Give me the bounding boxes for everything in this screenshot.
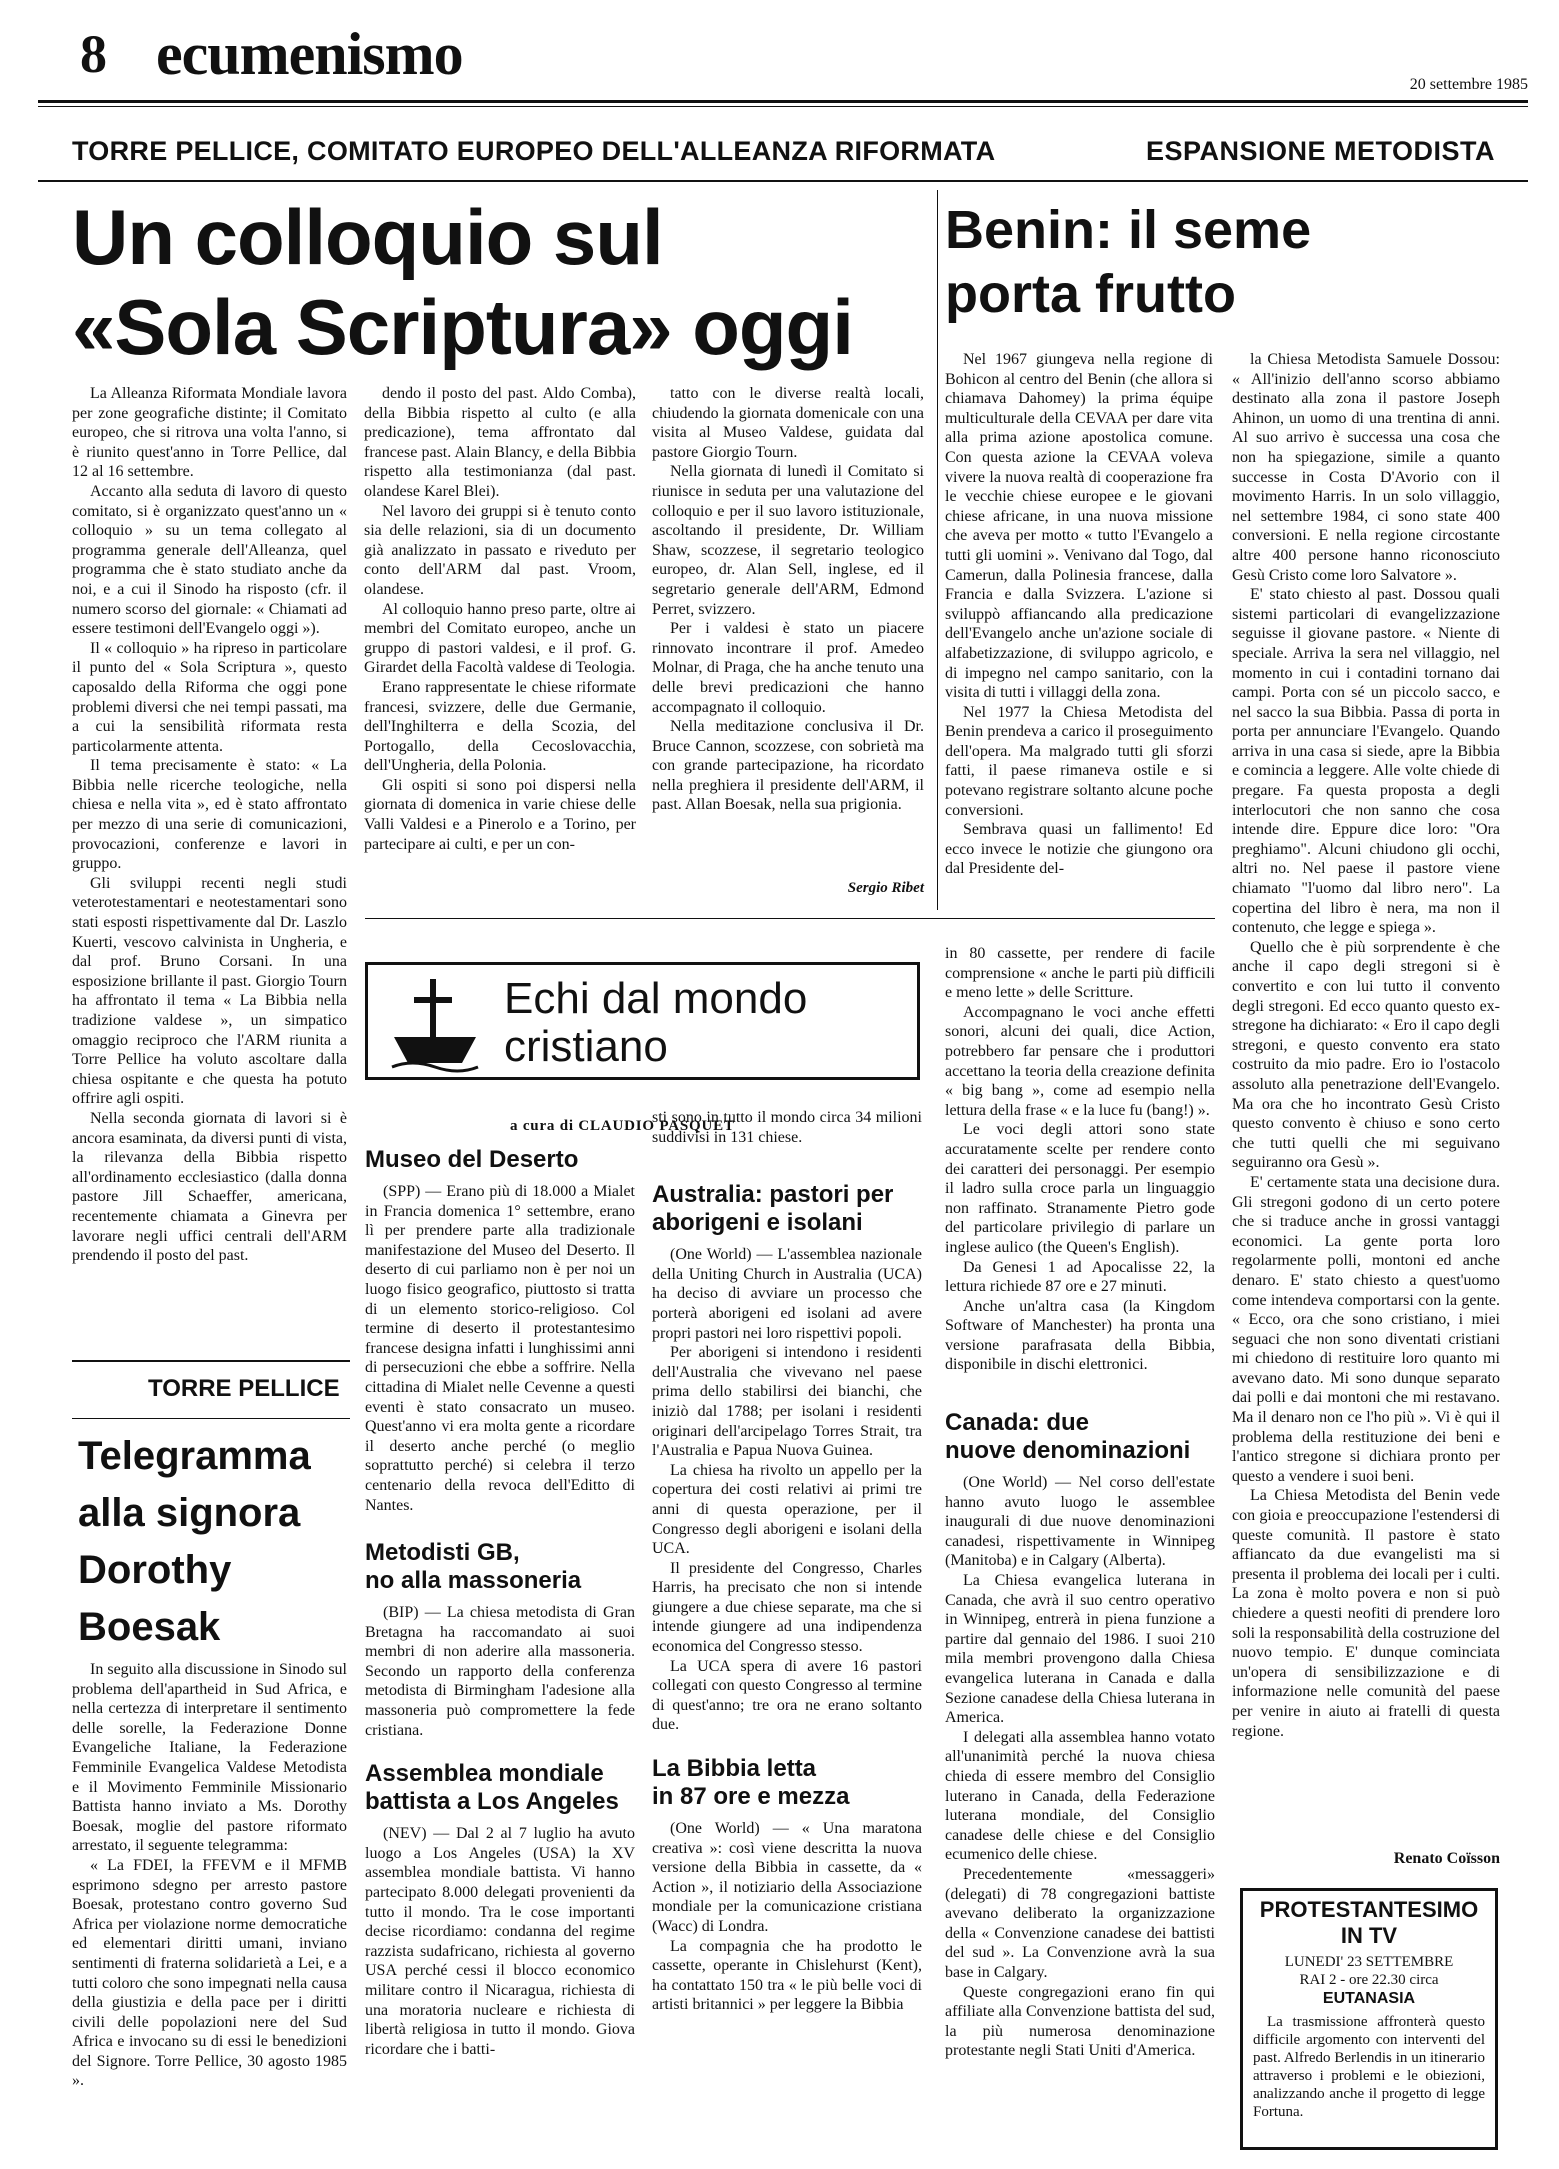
colloquio-column-2: dendo il posto del past. Aldo Comba), della Bibbia rispetto al culto (e alla predicazione), tema affrontato dal francese past. Alain Blancy, e della Bibbia rispetto alla testimonianza (dal past. olandese Karel Blei). Nel lavoro dei gruppi si è tenuto conto sia delle relazioni, sia di un documento già analizzato in passato e riveduto per conto dell'ARM dal past. Vroom, olandese. Al colloquio hanno preso parte, oltre ai membri del Comitato europeo, anche un gruppo di pastori valdesi, e il prof. G. Girardet della Facoltà valdese di Teologia. Erano rappresentate le chiese riformate francesi, svizzere, delle due Germanie, dell'Inghilterra e della Scozia, del Portogallo, della Cecoslovacchia, dell'Ungheria, della Polonia. Gli ospiti si sono poi dispersi nella giornata di domenica in varie chiese delle Valli Valdesi e a Pinerolo e a Torino, per partecipare ai culti, e per un con-	[364, 385, 636, 853]
metodisti-title: Metodisti GB, no alla massoneria	[365, 1539, 582, 1595]
colloquio-headline-1: Un colloquio sul	[72, 193, 663, 281]
kicker-left: TORRE PELLICE, COMITATO EUROPEO DELL'ALLEANZA RIFORMATA	[72, 136, 996, 166]
echi-column-2: sti sono in tutto il mondo circa 34 milioni suddivisi in 131 chiese. Australia: pastori per aborigeni e isolani (One World) — L'assemblea nazionale della Uniting Church in Australia (UCA) ha deciso di avviare un processo che porterà aborigeni ed isolani ad avere propri pastori nei loro rispettivi popoli. Per aborigeni si intendono i residenti dell'Australia che vivevano nel paese prima dello stabilirsi dei bianchi, che iniziò dal 1788; per isolani i residenti originari dell'arcipelago Torres Strait, tra l'Australia e Papua Nuova Guinea. La chiesa ha rivolto un appello per la copertura dei costi relativi ai primi tre anni di questa operazione, per il Congresso degli aborigeni e isolani della UCA. Il presidente del Congresso, Charles Harris, ha precisato che non si intende giungere a due chiese separate, ma che si intende giungere ad una indipendenza economica del Congresso stesso. La UCA spera di avere 16 pastori collegati con questo Congresso al termine di quest'anno; tre ora ne erano soltanto due. La Bibbia letta in 87 ore e mezza (One World) — « Una maratona creativa »: così viene descritta la nuova versione della Bibbia in cassette, da « Action », il notiziario della Associazione mondiale per la comunicazione cristiana (Wacc) di Londra. La compagnia che ha prodotto le cassette, operante in Chislehurst (Kent), ha contattato 150 tra « le più belle voci di artisti britannici » per leggere la Bibbia	[652, 1109, 922, 2014]
tv-title-2: IN TV	[1340, 1923, 1398, 1948]
tv-channel: RAI 2 - ore 22.30 circa	[1299, 1972, 1439, 1988]
echi-top-rule	[365, 918, 1215, 919]
benin-headline-1: Benin: il seme	[945, 200, 1312, 260]
echi-title-1: Echi dal mondo	[504, 974, 808, 1023]
tv-box	[1240, 1888, 1498, 2150]
benin-headline-2: porta frutto	[945, 264, 1236, 324]
telegramma-headline: Telegramma alla signora Dorothy Boesak	[78, 1434, 311, 1649]
echi-title-2: cristiano	[504, 1022, 668, 1071]
benin-column-1: Nel 1967 giungeva nella regione di Bohicon al centro del Benin (che allora si chiamava Dahomey) la prima équipe multiculturale della CEVAA per dare vita alla prima azione apostolica comune. Con questa azione la CEVAA voleva vivere la nuova realtà di cooperazione fra le vecchie chiese europee e le giovani chiese africane, in una nuova missione che aveva per motto « tutto l'Evangelo a tutti gli uomini ». Venivano dal Togo, dal Camerun, dalla Polinesia francese, dalla Francia e dalla Svizzera. L'azione si sviluppò affiancando alla predicazione dell'Evangelo anche un'azione sociale di alfabetizzazione, di sviluppo agricolo, e di impegno nel campo sanitario, con la visita di tutti i villaggi della zona. Nel 1977 la Chiesa Metodista del Benin prendeva a carico il proseguimento dell'opera. Ma malgrado tutti gli sforzi fatti, il paese rimaneva ostile e si potevano registrare soltanto alcune poche conversioni. Sembrava quasi un fallimento! Ed ecco invece le notizie che giungono ora dal Presidente del-	[945, 351, 1213, 878]
tv-title-1: PROTESTANTESIMO	[1259, 1897, 1479, 1922]
masthead-rule-thin	[38, 106, 1528, 107]
tv-when: LUNEDI' 23 SETTEMBRE	[1284, 1954, 1454, 1970]
benin-column-2: la Chiesa Metodista Samuele Dossou: « All'inizio dell'anno scorso abbiamo destinato alla zona il pastore Joseph Ahinon, un uomo di una trentina di anni. Al suo arrivo è successa una cosa che non ha spiegazione, simile a quanto successe in Costa D'Avorio con il movimento Harris. In un solo villaggio, nel settembre 1984, ci sono state 400 conversioni. E nella regione circostante altre 400 persone hanno riconosciuto Gesù Cristo come loro Salvatore ». E' stato chiesto al past. Dossou quali sistemi particolari di evangelizzazione seguisse il giovane pastore. « Niente di speciale. Arriva la sera nel villaggio, nel momento in cui i contadini tornano dai campi. Porta con sé un piccolo sacco, e nel sacco la sua Bibbia. Passa di porta in porta per annunciare l'Evangelo. Quando arriva in una casa si siede, apre la Bibbia e comincia a leggere. Alle volte chiede di pregare. Fa questa proposta a degli interlocutori che non sanno che cosa intende dire. Eppure dice loro: "Ora preghiamo". Alcuni chiudono gli occhi, altri no. Nel paese il pastore viene chiamato "l'uomo dal libro nero". La copertina del libro è nera, ma non il contenuto, che legge e spiega ». Quello che è più sorprendente è che anche il capo degli stregoni si è convertito e con lui tutto il convento degli stregoni. Ed ecco quanto questo ex-stregone ha dichiarato: « Ero il capo degli stregoni, e questo convento era stato costruito da mio padre. Ero io l'ostacolo assoluto alla penetrazione dell'Evangelo. Ma ora che ho incontrato Gesù Cristo questo convento è chiuso e sono certo che tutti quelli che mi seguivano seguiranno ora Gesù ». E' certamente stata una decisione dura. Gli stregoni godono di un certo potere che si traduce anche in grossi vantaggi economici. La gente porta loro regolarmente polli, montoni ed anche denaro. E' stato chiesto a quest'uomo come intendeva comportarsi con la gente. « Ecco, ora che sono cristiano, i miei seguaci che non sono diventati cristiani mi chiedono di restituire loro quanto mi avevano dato. Mi sono dunque separato dai polli e dai montoni che mi restavano. Ma il denaro non ce l'ho più ». Vi è qui il problema della restituzione dei beni e l'antico stregone si dichiara pronto per questo a vendere i suoi beni. La Chiesa Metodista del Benin vede con gioia e preoccupazione l'estendersi di queste comunità. Il pastore è stato affiancato da due evangelisti ma si presenta il problema dei locali per i culti. La zona è molto povera e non si può chiedere a questi neofiti di prendere loro soli la responsabilità della costruzione del nuovo tempio. E' dunque cominciata un'opera di sensibilizzazione e di informazione nelle comunità del paese per venire in aiuto ai fratelli di questa regione.	[1232, 351, 1500, 1740]
canada-title: Canada: due nuove denominazioni	[945, 1409, 1191, 1465]
colloquio-column-1: La Alleanza Riformata Mondiale lavora per zone geografiche distinte; il Comitato europeo, che si ritrova una volta l'anno, si è riunito quest'anno in Torre Pellice, dal 12 al 16 settembre. Accanto alla seduta di lavoro di questo comitato, si è organizzato quest'anno un « colloquio » su un tema collegato al programma generale dell'Alleanza, quel programma che è stato studiato anche da noi, e a cui il Sinodo ha risposto (cfr. il numero scorso del giornale: « Chiamati ad essere testimoni dell'Evangelo oggi »). Il « colloquio » ha ripreso in particolare il punto del « Sola Scriptura », questo caposaldo della Riforma che oggi pone problemi diversi che nei tempi passati, ma a cui la sensibilità riformata resta particolarmente attenta. Il tema precisamente è stato: « La Bibbia nelle ricerche teologiche, nella chiesa e nella vita », ed è stato affrontato per mezzo di una serie di comunicazioni, provocazioni, conferenze e lavori in gruppo. Gli sviluppi recenti negli studi veterotestamentari e neotestamentari sono stati esposti rispettivamente dal Dr. Laszlo Kuerti, vescovo calvinista in Ungheria, e dal prof. Bruno Corsani. In una esposizione brillante il past. Giorgio Tourn ha affrontato il tema « La Bibbia nella tradizione valdese », un simpatico omaggio reciproco che l'ARM riunita a Torre Pellice ha voluto ascoltare dalla chiesa ospitante e che questa ha potuto offrire agli ospiti. Nella seconda giornata di lavori si è ancora esaminata, da diversi punti di vista, la rilevanza della Bibbia rispetto all'ordinamento ecclesiastico (dalla donna pastore Jill Schaeffer, americana, recentemente chiamata a Ginevra per lavorare negli uffici centrali dell'ARM prendendo il posto del past.	[72, 385, 347, 1265]
benin-signature: Renato Coïsson	[1393, 1850, 1500, 1867]
colloquio-signature: Sergio Ribet	[847, 880, 924, 896]
bibbia-title: La Bibbia letta in 87 ore e mezza	[652, 1755, 850, 1811]
page-number: 8	[80, 24, 107, 84]
issue-date: 20 settembre 1985	[1409, 76, 1528, 93]
tv-body: La trasmissione affronterà questo difficile argomento con interventi del past. Alfredo Berlendis in un itinerario attraverso i problemi e le obiezioni, analizzando anche il progetto di legge Fortuna.	[1253, 2014, 1485, 2120]
torre-kicker: TORRE PELLICE	[148, 1375, 340, 1402]
assemblea-title: Assemblea mondiale battista a Los Angeles	[365, 1760, 619, 1816]
echi-byline: a cura di CLAUDIO PASQUET	[510, 1118, 735, 1134]
section-title: ecumenismo	[156, 21, 463, 87]
telegramma-body: In seguito alla discussione in Sinodo sul problema dell'apartheid in Sud Africa, e nella certezza di interpretare il sentimento delle sorelle, la Federazione Donne Evangeliche Italiane, la Federazione Femminile Evangelica Valdese Metodista e il Movimento Femminile Missionario Battista hanno inviato a Ms. Dorothy Boesak, moglie del pastore riformato arrestato, il seguente telegramma: « La FDEI, la FFEVM e il MFMB esprimono sdegno per arresto pastore Boesak, protestano contro governo Sud Africa per violazione norme democratiche ed elementari diritti umani, inviano sentimenti di fraterna solidarietà a Lei, e a tutti coloro che sono impegnati nella causa della giustizia e della pace per i diritti civili delle popolazioni nere del Sud Africa e invocano su di essi le benedizioni del Signore. Torre Pellice, 30 agosto 1985 ».	[72, 1661, 347, 2090]
torre-mid-rule	[72, 1418, 350, 1419]
museo-title: Museo del Deserto	[365, 1146, 579, 1173]
ship-cross-icon	[390, 975, 480, 1070]
echi-column-3: in 80 cassette, per rendere di facile comprensione « anche le parti più difficili e meno lette » delle Scritture. Accompagnano le voci anche effetti sonori, alcuni dei quali, dice Action, potrebbero far pensare che i produttori accettano la teoria della creazione definita « big bang », come ad esempio nella lettura della frase « e la luce fu (bang!) ». Le voci degli attori sono state accuratamente scelte per rendere conto dei caratteri dei personaggi. Per esempio il ladro sulla croce parla un linguaggio non raffinato. Stranamente Pietro gode del particolare privilegio di parlare un inglese aulico (the Queen's English). Da Genesi 1 ad Apocalisse 22, la lettura richiede 87 ore e 27 minuti. Anche un'altra casa (la Kingdom Software of Manchester) ha pronta una versione parafrasata della Bibbia, disponibile in dischi elettronici. Canada: due nuove denominazioni (One World) — Nel corso dell'estate hanno avuto luogo le assemblee inaugurali di due nuove denominazioni canadesi, rispettivamente in Winnipeg (Manitoba) e in Calgary (Alberta). La Chiesa evangelica luterana in Canada, che avrà il suo centro operativo in Winnipeg, entrerà in piena funzione a partire dal gennaio del 1986. I suoi 210 mila membri provengono dalla Chiesa evangelica luterana in Canada e dalla Sezione canadese della Chiesa luterana in America. I delegati alla assemblea hanno votato all'unanimità perché la nuova chiesa chieda di essere membro del Consiglio luterano in Canada, della Federazione luterana mondiale, del Consiglio canadese delle chiese e del Consiglio ecumenico delle chiese. Precedentemente «messaggeri» (delegati) di 78 congregazioni battiste avevano deliberato la organizzazione della « Convenzione canadese dei battisti del sud ». La Convenzione avrà la sua base in Calgary. Queste congregazioni erano fin qui affiliate alla Convenzione battista del sud, la più numerosa denominazione protestante negli Stati Uniti d'America.	[945, 945, 1215, 2060]
tv-program: EUTANASIA	[1322, 1990, 1416, 2007]
colloquio-column-3: tatto con le diverse realtà locali, chiudendo la giornata domenicale con una visita al Museo Valdese, guidata dal pastore Giorgio Tourn. Nella giornata di lunedì il Comitato si riunisce in seduta per una valutazione del colloquio e per il suo lavoro istituzionale, ascoltando il presidente, Dr. William Shaw, scozzese, il segretario teologico europeo, dr. Alan Sell, inglese, ed il segretario generale dell'ARM, Edmond Perret, svizzero. Per i valdesi è stato un piacere rinnovato incontrare il prof. Amedeo Molnar, di Praga, che ha anche tenuto una delle brevi predicazioni che hanno accompagnato il colloquio. Nella meditazione conclusiva il Dr. Bruce Cannon, scozzese, con sobrietà ma con grande partecipazione, ha ricordato nella preghiera il presidente dell'ARM, il past. Allan Boesak, nella sua prigionia.	[652, 385, 924, 814]
echi-title-box	[365, 962, 920, 1080]
masthead-rule	[38, 100, 1528, 103]
echi-column-1: Museo del Deserto (SPP) — Erano più di 18.000 a Mialet in Francia domenica 1° settembre, erano lì per prendere parte alla tradizionale manifestazione del Museo del Deserto. Il deserto di cui parliamo non è per noi un luogo fisico geografico, piuttosto si tratta di un elemento storico-religioso. Col termine di deserto il protestantesimo francese designa infatti i lunghissimi anni di persecuzioni che ebbe a soffrire. Nella cittadina di Mialet nelle Cevenne a questi eventi è stato consacrato un museo. Quest'anno vi era molta gente a ricordare il deserto anche perché (o meglio soprattutto perché) si celebra il terzo centenario della revoca dell'Editto di Nantes. Metodisti GB, no alla massoneria (BIP) — La chiesa metodista di Gran Bretagna ha raccomandato ai suoi membri di non aderire alla massoneria. Secondo un rapporto della conferenza metodista di Birmingham l'adesione alla massoneria può compromettere la fede cristiana. Assemblea mondiale battista a Los Angeles (NEV) — Dal 2 al 7 luglio ha avuto luogo a Los Angeles (USA) la XV assemblea mondiale battista. Vi hanno partecipato 8.000 delegati provenienti da tutto il mondo. Tra le cose importanti decise ricordiamo: condanna del regime razzista sudafricano, richiesta al governo USA perché cessi il blocco economico militare contro il Nicaragua, richiesta di una moratoria nucleare e richiesta di libertà religiosa in tutto il mondo. Giova ricordare che i batti-	[365, 1146, 635, 2058]
colloquio-headline-2: «Sola Scriptura» oggi	[72, 283, 853, 371]
kicker-rule	[38, 180, 1528, 182]
kicker-right: ESPANSIONE METODISTA	[1145, 136, 1495, 166]
benin-column-rule	[937, 190, 938, 910]
australia-title: Australia: pastori per aborigeni e isolani	[652, 1181, 894, 1237]
torre-top-rule	[72, 1360, 350, 1362]
masthead	[38, 6, 1528, 100]
